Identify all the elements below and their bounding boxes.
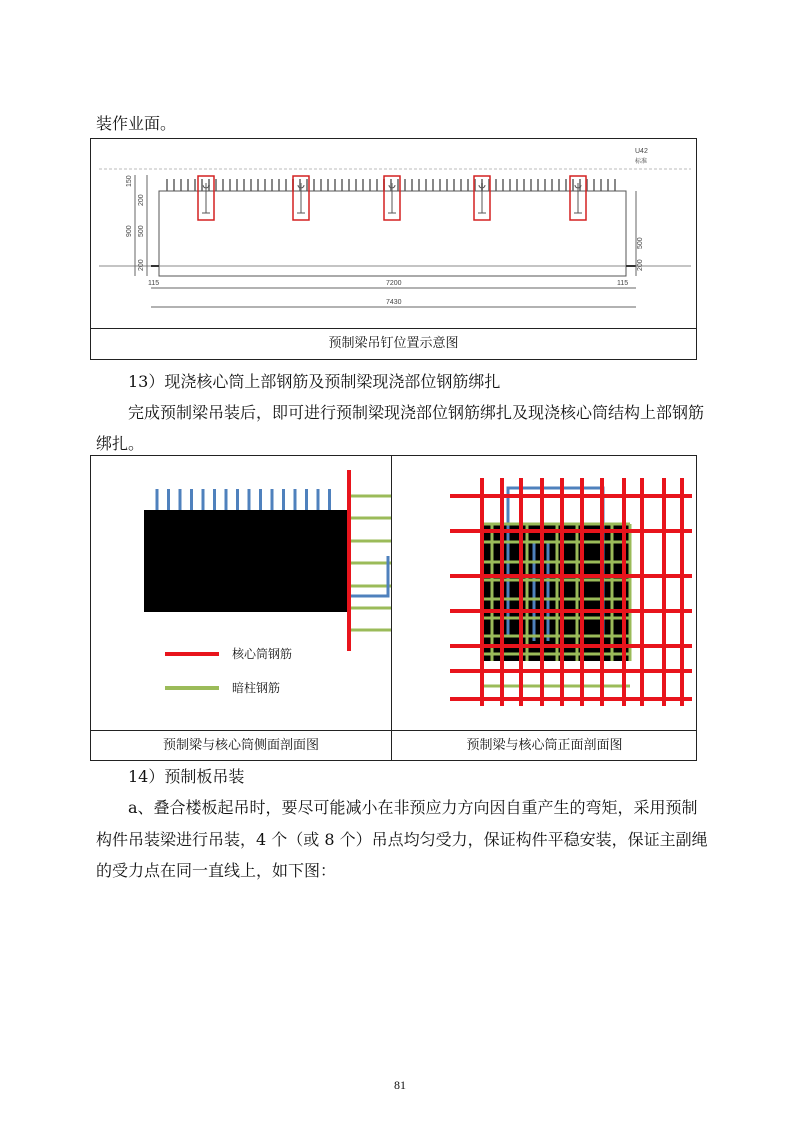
dim-500: 500 <box>138 225 145 237</box>
intro-text: 装作业面。 <box>96 114 177 133</box>
dim-7200: 7200 <box>386 280 402 287</box>
tag-u42: U42 <box>635 148 648 155</box>
dim-115-right: 115 <box>617 280 629 287</box>
section14-line1: a、叠合楼板起吊时，要尽可能减小在非预应力方向因自重产生的弯矩，采用预制 <box>128 798 698 817</box>
front-section-drawing <box>392 456 697 730</box>
lifting-pin-icon <box>478 183 486 213</box>
lifting-pin-drawing <box>91 139 696 329</box>
legend-column-label: 暗柱钢筋 <box>232 681 281 695</box>
dim-7430: 7430 <box>386 299 402 306</box>
figure-rebar-sections <box>90 455 697 761</box>
figure2-caption-right: 预制梁与核心筒正面剖面图 <box>466 738 623 753</box>
figure1-caption: 预制梁吊钉位置示意图 <box>328 336 459 351</box>
section13-heading: 13）现浇核心筒上部钢筋及预制梁现浇部位钢筋绑扎 <box>128 372 501 391</box>
dim-115-left: 115 <box>148 280 160 287</box>
figure-lifting-pin-diagram <box>90 138 697 360</box>
lifting-pin-icon <box>388 183 396 213</box>
section14-line3: 的受力点在同一直线上，如下图： <box>96 861 337 880</box>
section14-heading: 14）预制板吊装 <box>128 767 245 786</box>
lifting-pin-icon <box>297 183 305 213</box>
section13-body-line1: 完成预制梁吊装后，即可进行预制梁现浇部位钢筋绑扎及现浇核心筒结构上部钢筋 <box>128 403 705 422</box>
dim-200-bottom: 200 <box>138 259 145 271</box>
dim-200-right: 200 <box>637 259 644 271</box>
dim-500-right: 500 <box>637 237 644 249</box>
dim-200-top: 200 <box>138 194 145 206</box>
section13-body-line2: 绑扎。 <box>96 434 145 453</box>
tag-label: 标准 <box>635 159 648 165</box>
precast-beam-side <box>144 510 351 612</box>
legend-core-label: 核心筒钢筋 <box>232 647 293 661</box>
page-number: 81 <box>394 1078 406 1092</box>
section14-line2: 构件吊装梁进行吊装，4 个（或 8 个）吊点均匀受力，保证构件平稳安装，保证主副绳 <box>96 830 708 849</box>
dim-900: 900 <box>126 225 133 237</box>
dim-150: 150 <box>126 175 133 187</box>
figure2-caption-left: 预制梁与核心筒侧面剖面图 <box>162 738 319 753</box>
